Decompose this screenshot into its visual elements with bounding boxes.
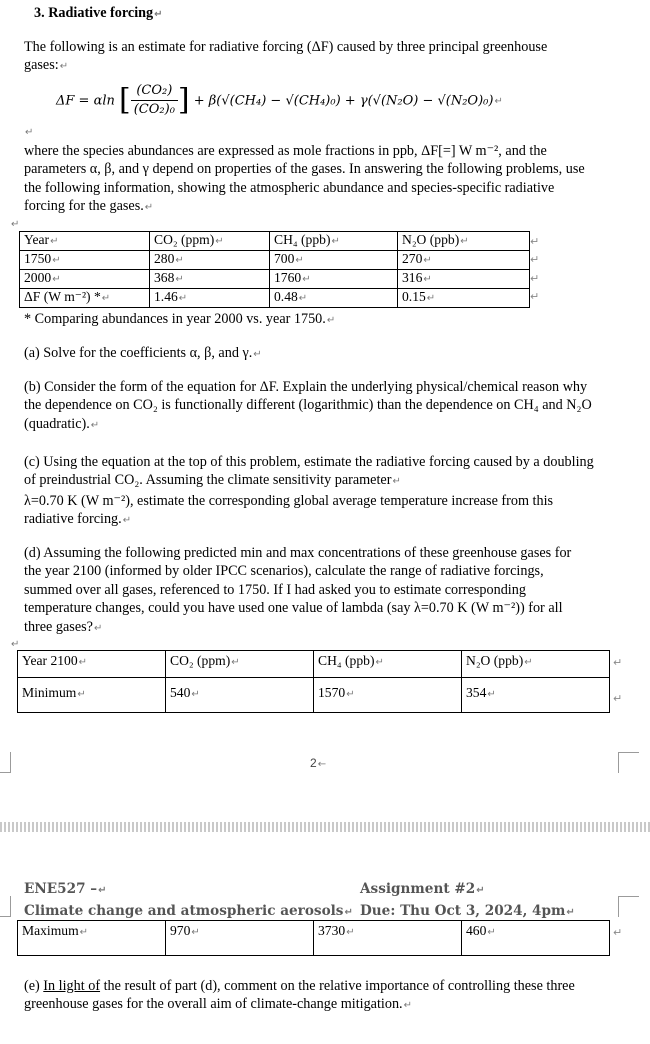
table-cell: 1.46↵: [150, 289, 270, 308]
page-separator: [0, 822, 650, 832]
table-cell: 0.15↵: [398, 289, 530, 308]
table-header-row: [20, 232, 530, 251]
table-footnote: * Comparing abundances in year 2000 vs. year 1750.↵: [24, 311, 336, 327]
forcing-equation: ΔF = αln [ $\frac{\text{(CO₂)}}{\text{(CO₂)₀}}$ ] + β(√(CH₄) − √(CH₄)₀) + γ(√(N₂O) − √(N₂O)₀)↵: [56, 82, 503, 120]
margin-corner-mark: [0, 896, 11, 917]
table-cell: ΔF (W m⁻²) *↵: [20, 289, 150, 308]
equation-numerator: (CO₂): [131, 82, 178, 101]
page-number: 2←: [310, 756, 327, 770]
table-cell: CO₂ (ppm)↵: [150, 232, 270, 251]
paragraph-mark: ↵: [11, 219, 20, 230]
row-end-mark: ↵: [613, 692, 623, 705]
table-cell: 270↵: [398, 251, 530, 270]
page-header-right: Assignment #2↵ Due: Thu Oct 3, 2024, 4pm↵: [360, 881, 575, 919]
table-cell: Year 2100↵: [18, 651, 166, 678]
section-heading: 3. Radiative forcing↵: [34, 5, 163, 21]
table-cell: N₂O (ppb)↵: [462, 651, 610, 678]
table-row: [18, 678, 610, 713]
table-cell: N₂O (ppb)↵: [398, 232, 530, 251]
table-cell: CH₄ (ppb)↵: [314, 651, 462, 678]
table-cell: 1570↵: [314, 678, 462, 713]
table-cell: 460↵: [462, 921, 610, 956]
table-cell: 280↵: [150, 251, 270, 270]
page-header-left: ENE527 –↵ Climate change and atmospheric aerosols↵: [24, 881, 353, 919]
table-cell: 2000↵: [20, 270, 150, 289]
scenario-table-continued: [17, 920, 610, 956]
table-cell: CO₂ (ppm)↵: [166, 651, 314, 678]
underlined-phrase: In light of: [43, 978, 101, 994]
table-cell: 354↵: [462, 678, 610, 713]
intro-paragraph: The following is an estimate for radiative forcing (ΔF) caused by three principal greenhouse gases:↵: [24, 39, 548, 74]
table-cell: 1750↵: [20, 251, 150, 270]
question-b: (b) Consider the form of the equation for ΔF. Explain the underlying physical/chemical reason why the dependence on CO₂ is functionally different (logarithmic) than the dependence on CH₄ and N₂O (quadratic).↵: [24, 379, 592, 432]
table-cell: 970↵: [166, 921, 314, 956]
row-end-mark: ↵: [613, 926, 623, 939]
equation-denominator: (CO₂)₀: [133, 102, 175, 118]
table-cell: 0.48↵: [270, 289, 398, 308]
question-e: (e) In light of the result of part (d), comment on the relative importance of controlling these three greenhouse gases for the overall aim of climate-change mitigation.↵: [24, 978, 575, 1013]
question-a: (a) Solve for the coefficients α, β, and γ.↵: [24, 345, 262, 361]
table-cell: Year↵: [20, 232, 150, 251]
scenario-table: [17, 650, 610, 713]
table-header-row: [18, 651, 610, 678]
table-cell: 540↵: [166, 678, 314, 713]
paragraph-mark: ↵: [25, 127, 34, 138]
table-cell: 368↵: [150, 270, 270, 289]
table-row: [20, 270, 530, 289]
paragraph-mark: ↵: [11, 639, 20, 650]
margin-corner-mark: [618, 896, 639, 917]
table-row: [18, 921, 610, 956]
row-end-mark: ↵: [613, 656, 623, 669]
abundance-table: [19, 231, 530, 308]
table-row: [20, 251, 530, 270]
table-cell: 316↵: [398, 270, 530, 289]
row-end-mark: ↵ ↵ ↵ ↵: [530, 235, 540, 304]
table-cell: CH₄ (ppb)↵: [270, 232, 398, 251]
table-cell: Minimum↵: [18, 678, 166, 713]
table-row: [20, 289, 530, 308]
table-cell: Maximum↵: [18, 921, 166, 956]
margin-corner-mark: [0, 752, 11, 773]
margin-corner-mark: [618, 752, 639, 773]
question-c: (c) Using the equation at the top of this problem, estimate the radiative forcing caused by a doubling of preindustrial CO₂. Assuming the climate sensitivity parameter↵ λ=0.70 K (W m⁻²), estimate the corresponding global average temperature increase from this radiative forcing.↵: [24, 454, 594, 528]
table-cell: 700↵: [270, 251, 398, 270]
description-paragraph: where the species abundances are expressed as mole fractions in ppb, ΔF[=] W m⁻², and the parameters α, β, and γ depend on properties of the gases. In answering the following problems, use the following information, showing the atmospheric abundance and species-specific radiative forcing for the gases.↵: [24, 143, 585, 215]
question-d: (d) Assuming the following predicted min and max concentrations of these greenhouse gases for the year 2100 (informed by older IPCC scenarios), calculate the range of radiative forcings, summed over all gases, referenced to 1750. If I had asked you to estimate corresponding temperature changes, could you have used one value of lambda (say λ=0.70 K (W m⁻²)) for all three gases?↵: [24, 545, 572, 635]
table-cell: 1760↵: [270, 270, 398, 289]
table-cell: 3730↵: [314, 921, 462, 956]
